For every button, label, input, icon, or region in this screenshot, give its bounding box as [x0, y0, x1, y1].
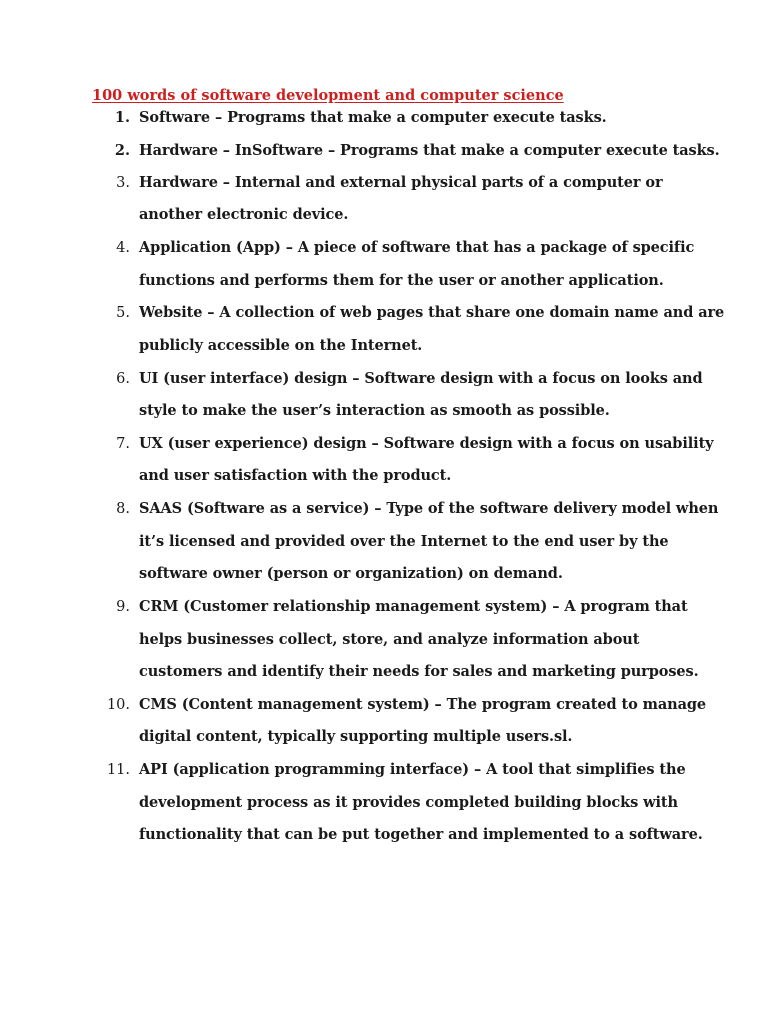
list-item-number: 6.: [116, 371, 130, 387]
list-item-number: 10.: [106, 697, 130, 713]
list-item-text: Hardware – InSoftware – Programs that make a computer execute tasks.: [139, 142, 720, 159]
list-item-text: publicly accessible on the Internet.: [139, 337, 423, 354]
list-item-text: it’s licensed and provided over the Internet to the end user by the: [139, 533, 669, 550]
list-item-number: 2.: [114, 142, 130, 159]
list-item-number: 7.: [116, 436, 130, 452]
list-item-text: Application (App) – A piece of software that has a package of specific: [139, 239, 695, 256]
list-item-text: CRM (Customer relationship management system) – A program that: [139, 598, 688, 615]
list-item-number: 4.: [116, 240, 130, 256]
list-item-text: Website – A collection of web pages that share one domain name and are: [139, 304, 725, 321]
list-item-number: 5.: [116, 305, 130, 321]
list-item-number: 9.: [116, 599, 130, 615]
list-item-number: 3.: [116, 175, 130, 191]
list-item-number: 1.: [114, 109, 130, 126]
list-item-text: UX (user experience) design – Software design with a focus on usability: [139, 435, 714, 452]
list-item-text: API (application programming interface) – A tool that simplifies the: [139, 761, 686, 778]
list-item-text: Hardware – Internal and external physical parts of a computer or: [139, 174, 663, 191]
list-item-text: functions and performs them for the user or another application.: [139, 272, 664, 289]
list-item-text: development process as it provides completed building blocks with: [139, 794, 678, 811]
list-item-text: another electronic device.: [139, 206, 349, 223]
list-item-text: customers and identify their needs for sales and marketing purposes.: [139, 663, 699, 680]
list-item-text: UI (user interface) design – Software design with a focus on looks and: [139, 370, 703, 387]
list-item-text: Software – Programs that make a computer execute tasks.: [139, 109, 607, 126]
list-item-text: and user satisfaction with the product.: [139, 467, 452, 484]
document-title: 100 words of software development and computer science: [92, 87, 564, 104]
list-item-text: digital content, typically supporting multiple users.sl.: [139, 728, 573, 745]
list-item-text: CMS (Content management system) – The program created to manage: [139, 696, 707, 713]
list-item-text: functionality that can be put together and implemented to a software.: [139, 826, 703, 843]
list-item-text: software owner (person or organization) on demand.: [139, 565, 563, 582]
list-item-text: SAAS (Software as a service) – Type of the software delivery model when: [139, 500, 719, 517]
list-item-text: helps businesses collect, store, and analyze information about: [139, 631, 640, 648]
list-item-text: style to make the user’s interaction as smooth as possible.: [139, 402, 610, 419]
list-item-number: 11.: [106, 762, 130, 778]
list-item-number: 8.: [116, 501, 130, 517]
